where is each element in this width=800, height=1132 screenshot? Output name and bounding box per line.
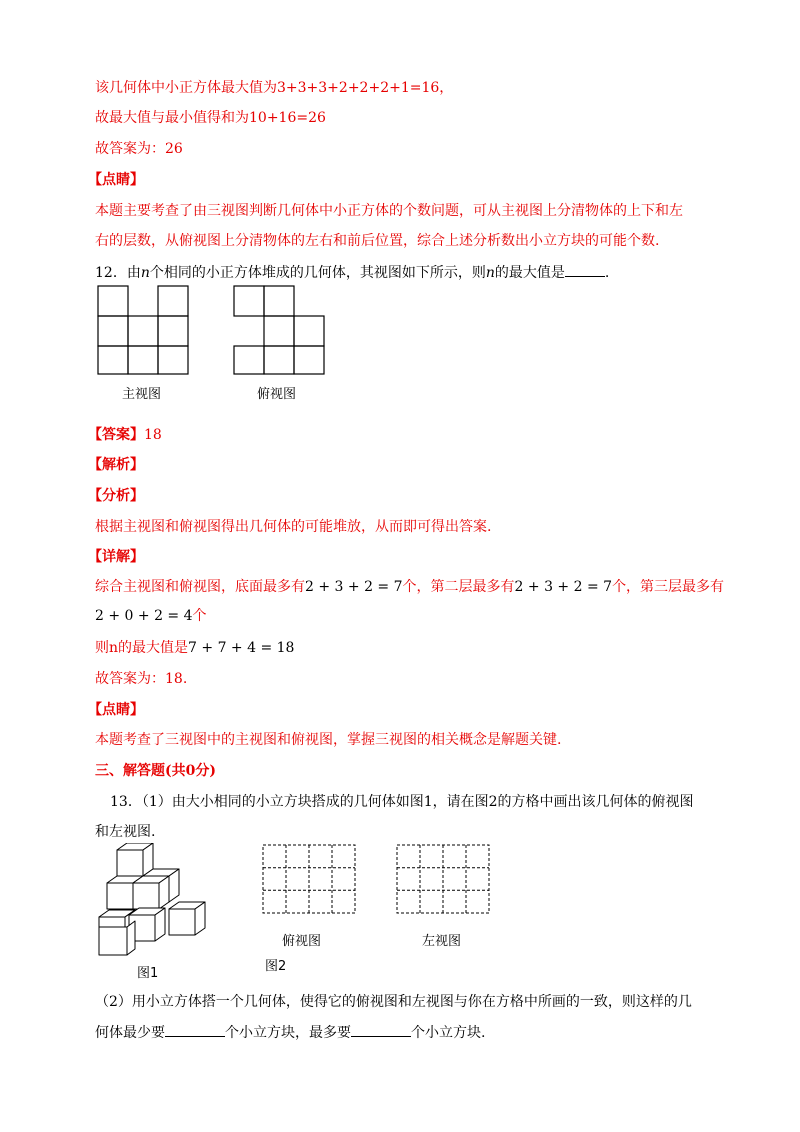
top-view-caption: 俯视图 xyxy=(257,387,297,402)
answer-line-11: 故答案为：26 xyxy=(95,141,183,157)
fenxi-heading: 【分析】 xyxy=(88,488,144,504)
detail-line-3: 则n的最大值是7 + 7 + 4 = 18 xyxy=(95,640,295,656)
answer-blank xyxy=(565,262,605,277)
question-12: 12．由n个相同的小正方体堆成的几何体，其视图如下所示，则n的最大值是 . xyxy=(95,262,609,283)
blank-min[interactable] xyxy=(165,1022,225,1037)
xiangjie-heading: 【详解】 xyxy=(88,549,144,565)
note-line-1b: 右的层数，从俯视图上分清物体的左右和前后位置，综合上述分析数出小立方块的可能个数. xyxy=(95,233,660,249)
detail-line-1: 综合主视图和俯视图，底面最多有2 + 3 + 2 = 7个，第二层最多有2 + 3 + 2 = 7个，第三层最多有 xyxy=(95,579,725,595)
note-line-2: 本题考查了三视图中的主视图和俯视图，掌握三视图的相关概念是解题关键. xyxy=(95,732,562,748)
figure-2-caption: 图2 xyxy=(265,959,287,974)
question-13-line-b: 和左视图. xyxy=(95,824,156,840)
section-3-heading: 三、解答题(共0分) xyxy=(95,763,216,779)
front-view-caption: 主视图 xyxy=(122,387,162,402)
dianjing-heading-1: 【点睛】 xyxy=(88,172,144,188)
front-view-figure xyxy=(97,285,192,375)
note-line-1a: 本题主要考查了由三视图判断几何体中小正方体的个数问题，可从主视图上分清物体的上下和左 xyxy=(95,203,683,219)
question-13-line-a: 13．（1）由大小相同的小立方块搭成的几何体如图1，请在图2的方格中画出该几何体的俯视图 xyxy=(110,794,694,810)
figure-1-cube-stack xyxy=(95,843,220,958)
blank-max[interactable] xyxy=(351,1022,411,1037)
solution-sum-line: 故最大值与最小值得和为10+16=26 xyxy=(95,110,326,126)
fenxi-text: 根据主视图和俯视图得出几何体的可能堆放，从而即可得出答案. xyxy=(95,519,492,535)
detail-line-2: 2 + 0 + 2 = 4个 xyxy=(95,608,207,624)
question-13-part2-line-1: （2）用小立方体搭一个几何体，使得它的俯视图和左视图与你在方格中所画的一致，则这样的几 xyxy=(95,994,692,1010)
detail-line-4: 故答案为：18. xyxy=(95,671,188,687)
question-13-part2-line-2: 何体最少要 个小立方块，最多要 个小立方块. xyxy=(95,1022,485,1043)
grid-left-view[interactable] xyxy=(396,844,490,914)
answer-12: 【答案】18 xyxy=(88,427,162,443)
top-view-figure xyxy=(233,285,328,375)
jiexi-heading: 【解析】 xyxy=(88,457,144,473)
dianjing-heading-2: 【点睛】 xyxy=(88,702,144,718)
grid-top-view[interactable] xyxy=(262,844,356,914)
figure-1-caption: 图1 xyxy=(137,966,159,981)
solution-max-line: 该几何体中小正方体最大值为3+3+3+2+2+2+1=16， xyxy=(95,80,454,96)
grid-left-caption: 左视图 xyxy=(422,934,462,949)
grid-top-caption: 俯视图 xyxy=(282,934,322,949)
